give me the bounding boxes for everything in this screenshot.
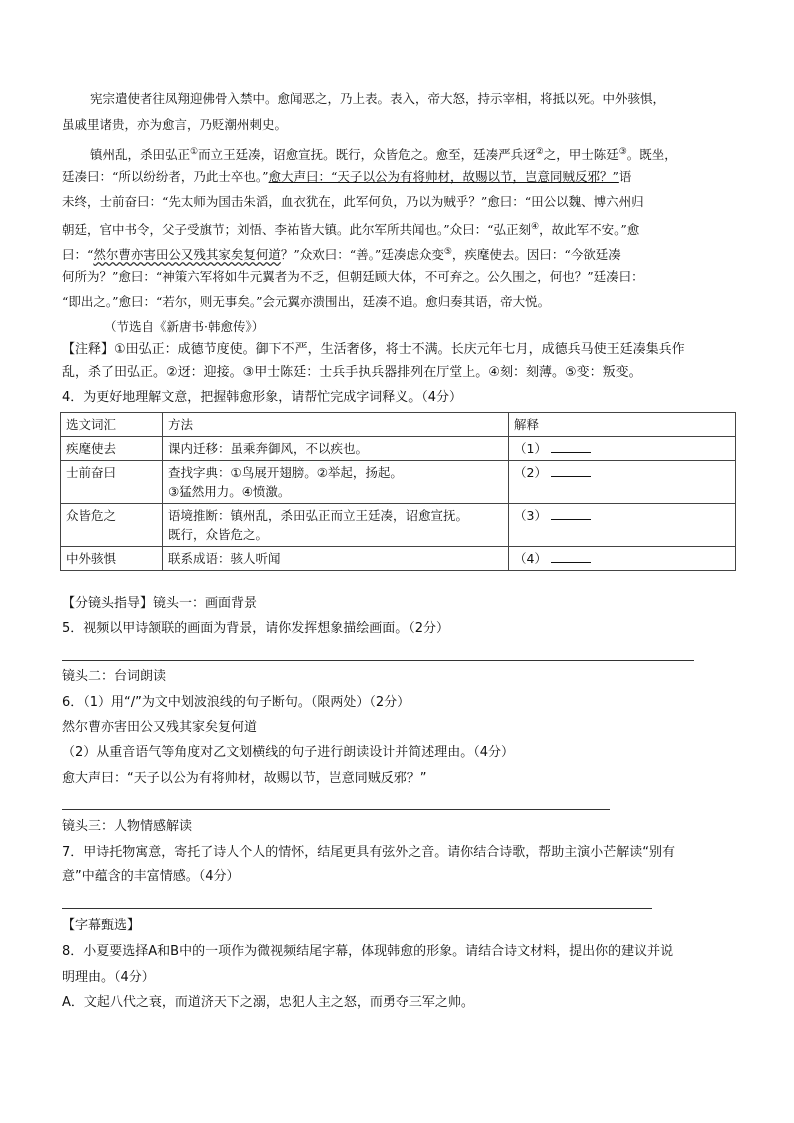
passage-line <box>62 168 631 186</box>
passage-text: ，故此军不安。”愈 <box>539 222 640 238</box>
passage-line: 未终，士前奋曰：“先太师为国击朱滔，血衣犹在，此军何负，乃以为贼乎？”愈曰：“田公以魏、博六州归 <box>62 194 644 209</box>
question-4-title: 4．为更好地理解文意，把握韩愈形象，请帮忙完成字词释义。（4分） <box>62 390 463 405</box>
answer-blank[interactable] <box>551 440 591 453</box>
method-text: 既行，众皆危之。 <box>168 527 269 542</box>
note-marker: ③ <box>618 147 627 157</box>
option-a: A．文起八代之衰，而道济天下之溺，忠犯人主之怒，而勇夺三军之帅。 <box>62 995 474 1010</box>
vocab-word: 众皆危之 <box>61 504 163 547</box>
underlined-sentence: 愈大声曰：“天子以公为有将帅材，故赐以节，岂意同贼反邪？” <box>268 169 619 184</box>
table-header-row <box>61 413 736 437</box>
question-6-part-2: （2）从重音语气等角度对乙文划横线的句子进行朗读设计并简述理由。（4分） <box>62 745 515 760</box>
question-8: 8．小夏要选择A和B中的一项作为微视频结尾字幕，体现韩愈的形象。请结合诗文材料，提出你的建议并说 <box>62 944 674 959</box>
table-row <box>61 504 736 547</box>
vocab-method <box>163 547 509 571</box>
note-marker: ② <box>535 147 544 157</box>
section-heading: 【字幕甄选】 <box>62 918 141 933</box>
method-text: ③猛然用力。④愤激。 <box>168 484 291 499</box>
note-marker: ⑤ <box>443 247 452 257</box>
method-text: 语境推断：镇州乱，杀田弘正而立王廷凑，诏愈宣抚。 <box>168 508 469 523</box>
method-text: 课内迁移：虽乘奔御风，不以疾也。 <box>168 441 369 456</box>
passage-line: “即出之。”愈曰：“若尔，则无事矣。”会元翼亦溃围出，廷凑不追。愈归奏其语，帝大悦。 <box>62 294 551 309</box>
passage-text: 曰：“ <box>62 247 94 263</box>
passage-text: 之，甲士陈廷 <box>543 147 619 163</box>
answer-blank[interactable] <box>551 507 591 520</box>
answer-label: （3） <box>514 508 547 523</box>
passage-text: 朝廷，官中书令，父子受旗节；刘悟、李祐皆大镇。此尔军所共闻也。”众曰：“弘正刻 <box>62 222 532 238</box>
answer-cell <box>509 547 736 571</box>
question-6-part-1: 6．（1）用“/”为文中划波浪线的句子断句。（限两处）（2分） <box>62 695 411 710</box>
answer-cell <box>509 437 736 461</box>
question-6-quote: 愈大声曰：“天子以公为有将帅材，故赐以节，岂意同贼反邪？” <box>62 771 427 786</box>
vocab-word: 中外骇惧 <box>61 547 163 571</box>
note-marker: ① <box>190 147 199 157</box>
answer-blank[interactable] <box>551 464 591 477</box>
table-row <box>61 547 736 571</box>
passage-text: 而立王廷凑，诏愈宣抚。既行，众皆危之。愈至，廷凑严兵迓 <box>198 147 536 163</box>
table-row <box>61 437 736 461</box>
shot-guide: 【分镜头指导】镜头一：画面背景 <box>62 596 258 611</box>
passage-text: ，疾麾使去。因曰：“今欲廷凑 <box>451 247 621 263</box>
answer-line[interactable] <box>62 660 694 661</box>
question-7: 7．甲诗托物寓意，寄托了诗人个人的情怀，结尾更具有弦外之音。请你结合诗歌，帮助主演小芒解读“别有 <box>62 845 676 860</box>
passage-source: （节选自《新唐书·韩愈传》） <box>104 319 265 334</box>
note-marker: ④ <box>531 222 540 232</box>
question-6-sentence: 然尔曹亦害田公又残其家矣复何道 <box>62 720 258 735</box>
passage-text: 。既坐， <box>626 147 677 163</box>
answer-label: （2） <box>514 465 547 480</box>
answer-cell <box>509 504 736 547</box>
notes-line: 【注释】①田弘正：成德节度使。御下不严，生活奢侈，将士不满。长庆元年七月，成德兵马使王廷凑集兵作 <box>62 342 685 357</box>
answer-line[interactable] <box>62 809 610 810</box>
table-header: 解释 <box>509 413 736 437</box>
passage-text: 语 <box>618 169 632 184</box>
passage-line <box>62 243 621 264</box>
answer-cell <box>509 461 736 504</box>
vocab-method <box>163 461 509 504</box>
passage-line: 虽戚里诸贵，亦为愈言，乃贬潮州刺史。 <box>62 117 288 132</box>
vocabulary-table <box>60 412 736 571</box>
wavy-underlined-sentence: 然尔曹亦害田公又残其家矣复何道 <box>93 247 281 263</box>
notes-line: 乱，杀了田弘正。②迓：迎接。③甲士陈廷：士兵手执兵器排列在厅堂上。④刻：刻薄。⑤变：叛变。 <box>62 365 642 380</box>
answer-label: （4） <box>514 551 547 566</box>
answer-blank[interactable] <box>551 550 591 563</box>
vocab-word: 士前奋曰 <box>61 461 163 504</box>
passage-line <box>90 143 677 164</box>
vocab-method <box>163 504 509 547</box>
method-text: 查找字典：①鸟展开翅膀。②举起，扬起。 <box>168 465 403 480</box>
passage-text: 镇州乱，杀田弘正 <box>90 147 191 163</box>
question-5: 5．视频以甲诗颔联的画面为背景，请你发挥想象描绘画面。（2分） <box>62 621 450 636</box>
question-7: 意”中蕴含的丰富情感。（4分） <box>62 869 240 884</box>
passage-line <box>62 218 639 239</box>
answer-label: （1） <box>514 441 547 456</box>
passage-line: 何所为？”愈曰：“神策六军将如牛元翼者为不乏，但朝廷顾大体，不可弃之。公久围之，何也？”廷凑曰： <box>62 269 644 284</box>
shot-heading: 镜头三：人物情感解读 <box>62 819 193 834</box>
vocab-method <box>163 437 509 461</box>
passage-text: 廷凑曰：“所以纷纷者，乃此士卒也。” <box>62 169 269 184</box>
passage-line: 宪宗遣使者往凤翔迎佛骨入禁中。愈闻恶之，乃上表。表入，帝大怒，持示宰相，将抵以死。中外骇惧， <box>90 91 666 106</box>
question-8: 明理由。（4分） <box>62 970 155 985</box>
method-text: 联系成语：骇人听闻 <box>168 551 281 566</box>
answer-line[interactable] <box>62 908 652 909</box>
shot-heading: 镜头二：台词朗读 <box>62 669 167 684</box>
table-row <box>61 461 736 504</box>
passage-text: ？”众欢曰：“善。”廷凑虑众变 <box>280 247 444 263</box>
table-header: 选文词汇 <box>61 413 163 437</box>
table-header: 方法 <box>163 413 509 437</box>
vocab-word: 疾麾使去 <box>61 437 163 461</box>
